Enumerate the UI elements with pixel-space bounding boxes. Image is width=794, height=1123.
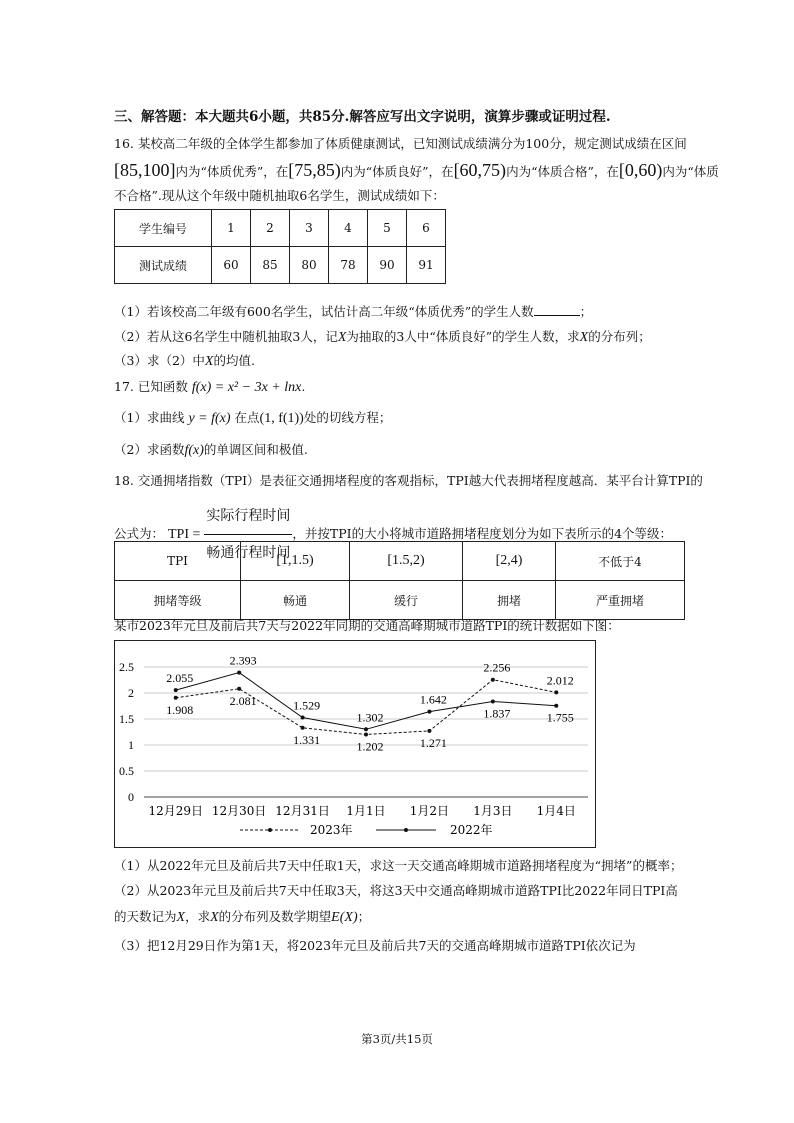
data-point — [301, 726, 305, 730]
table-cell: 4 — [329, 210, 368, 247]
q18-part2-line2 — [114, 908, 370, 927]
q16-line1: 16. 某校高二年级的全体学生都参加了体质健康测试，已知测试成绩满分为100分，规定测试成绩在区间 — [114, 136, 687, 151]
x-tick-label: 12月31日 — [275, 804, 330, 818]
data-point — [237, 687, 241, 691]
q16-text: 内为“体质优秀”，在 — [175, 164, 289, 179]
var-x: X — [176, 910, 186, 925]
interval-good: [75,85) — [288, 160, 341, 180]
x-tick-label: 1月1日 — [346, 804, 386, 818]
data-point — [491, 678, 495, 682]
q17-text: （1）求曲线 — [114, 410, 185, 425]
data-label: 1.529 — [293, 698, 321, 713]
q18-line1: 18. 交通拥堵指数（TPI）是表征交通拥堵程度的客观指标，TPI越大代表拥堵程度越高．某平台计算TPI的 — [114, 473, 703, 488]
fraction-denominator: 畅通行程时间 — [206, 545, 291, 561]
q16-part3 — [114, 352, 255, 371]
data-label: 2.081 — [229, 693, 257, 708]
data-label: 2.012 — [546, 673, 574, 688]
data-label: 2.055 — [166, 671, 194, 686]
q16-part1-end: ； — [579, 304, 593, 319]
q17-text: 的单调区间和极值. — [203, 442, 308, 457]
q18-part3: （3）把12月29日作为第1天，将2023年元旦及前后共7天的交通高峰期城市道路TPI依次记为 — [114, 938, 636, 953]
table-cell: [2,4) — [463, 542, 556, 581]
x-tick-label: 1月2日 — [409, 804, 450, 818]
q16-part1 — [114, 303, 592, 321]
var-x: X — [210, 910, 219, 925]
table-cell: [1.5,2) — [350, 542, 463, 581]
x-tick-label: 12月29日 — [148, 804, 203, 818]
data-point — [301, 715, 305, 719]
q18-text: 公式为： — [114, 526, 165, 541]
q16-text: 内为“体质 — [662, 164, 719, 179]
table-cell: 1 — [212, 210, 251, 247]
interval-excellent: [85,100] — [114, 160, 176, 180]
data-point — [364, 732, 368, 736]
q17-text: （2）求函数 — [114, 442, 185, 457]
data-point — [364, 727, 368, 731]
q18-text: 的天数记为 — [114, 909, 177, 924]
y-tick-label: 0 — [128, 790, 134, 804]
q18-text: 的分布列及数学期望 — [218, 909, 332, 924]
fraction-numerator: 实际行程时间 — [204, 498, 292, 535]
expectation: E(X) — [331, 910, 358, 925]
tpi-line-chart — [114, 640, 596, 848]
x-tick-label: 1月4日 — [536, 804, 576, 818]
q17-point: (1, f(1)) — [259, 411, 304, 426]
data-point — [237, 671, 241, 675]
table-cell: 拥堵 — [463, 581, 556, 620]
interval-pass: [60,75) — [453, 160, 507, 180]
q16-part1-text: （1）若该校高二年级有600名学生，试估计高二年级“体质优秀”的学生人数 — [114, 304, 534, 319]
table-cell: 缓行 — [350, 581, 463, 620]
data-label: 1.837 — [483, 706, 511, 721]
answer-blank — [534, 303, 580, 316]
y-tick-label: 1 — [128, 738, 134, 752]
legend-label-2023: 2023年 — [310, 823, 353, 837]
page-footer: 第3页/共15页 — [361, 1032, 433, 1046]
data-point — [554, 690, 558, 694]
data-point — [174, 688, 178, 692]
table-cell: 2 — [251, 210, 290, 247]
q18-part1: （1）从2022年元旦及前后共7天中任取1天，求这一天交通高峰期城市道路拥堵程度为“拥堵”的概率； — [114, 858, 683, 873]
x-tick-label: 12月30日 — [211, 804, 267, 818]
table-cell: 91 — [407, 247, 446, 284]
q16-part2 — [114, 328, 651, 347]
y-tick-label: 0.5 — [119, 764, 134, 778]
table-cell: 3 — [290, 210, 329, 247]
var-x: X — [337, 330, 347, 345]
table-cell: TPI — [115, 542, 241, 581]
q16-text: 的均值. — [213, 353, 255, 368]
data-point — [427, 710, 431, 714]
q18-part2-line1: （2）从2023年元旦及前后共7天中任取3天，将这3天中交通高峰期城市道路TPI比2022年同日TPI高 — [114, 883, 678, 898]
legend-marker-2022 — [404, 828, 408, 832]
table-cell: [1,1.5) — [241, 542, 350, 581]
score-table — [114, 209, 446, 284]
q16-text: 内为“体质合格”，在 — [506, 164, 619, 179]
q17-function-short: f(x) — [184, 443, 204, 458]
tpi-label: TPI = — [168, 527, 201, 542]
var-x: X — [204, 354, 214, 369]
data-label: 1.908 — [166, 702, 194, 717]
data-point — [554, 704, 558, 708]
table-cell: 畅通 — [241, 581, 350, 620]
table-cell: 90 — [368, 247, 407, 284]
q17-function: f(x) = x² − 3x + lnx — [191, 380, 302, 395]
data-label: 1.271 — [419, 735, 447, 750]
data-label: 2.393 — [229, 653, 257, 668]
tpi-level-table — [114, 541, 685, 620]
data-label: 2.256 — [483, 660, 511, 675]
data-label: 1.331 — [293, 732, 321, 747]
table-cell: 78 — [329, 247, 368, 284]
legend-marker-2023 — [268, 828, 272, 832]
q17-intro: 17. 已知函数 f(x) = x² − 3x + lnx. — [114, 379, 306, 395]
q17-text: 17. 已知函数 — [114, 379, 188, 394]
table-cell: 严重拥堵 — [556, 581, 685, 620]
y-tick-label: 1.5 — [119, 712, 134, 726]
var-x: X — [579, 330, 589, 345]
q18-text: ，求 — [185, 909, 211, 924]
table-row-label: 学生编号 — [115, 210, 212, 247]
q17-part2 — [114, 441, 308, 460]
x-tick-label: 1月3日 — [473, 804, 513, 818]
table-cell: 80 — [290, 247, 329, 284]
section-title: 三、解答题：本大题共6小题，共85分.解答应写出文字说明，演算步骤或证明过程. — [114, 109, 611, 125]
q16-text: 内为“体质良好”，在 — [340, 164, 454, 179]
q16-line2 — [114, 161, 719, 181]
data-label: 1.302 — [356, 710, 384, 725]
table-cell: 拥堵等级 — [115, 581, 241, 620]
table-cell: 不低于4 — [556, 542, 685, 581]
interval-fail: [0,60) — [618, 160, 663, 180]
table-cell: 60 — [212, 247, 251, 284]
data-label: 1.202 — [356, 739, 384, 754]
y-tick-label: 2.5 — [119, 660, 134, 674]
data-point — [427, 729, 431, 733]
q16-line3: 不合格”.现从这个年级中随机抽取6名学生，测试成绩如下： — [114, 188, 445, 203]
legend-label-2022: 2022年 — [450, 823, 493, 837]
data-label: 1.755 — [546, 710, 574, 725]
q16-text: （3）求（2）中 — [114, 353, 205, 368]
data-point — [174, 696, 178, 700]
q16-text: 的分布列； — [588, 329, 651, 344]
table-cell: 6 — [407, 210, 446, 247]
table-cell: 5 — [368, 210, 407, 247]
chart-intro: 某市2023年元旦及前后共7天与2022年同期的交通高峰期城市道路TPI的统计数据如下图： — [114, 618, 620, 633]
data-point — [491, 699, 495, 703]
data-label: 1.642 — [419, 692, 447, 707]
q16-text: （2）若从这6名学生中随机抽取3人，记 — [114, 329, 338, 344]
q17-text: 在点 — [234, 410, 260, 425]
q17-text: 处的切线方程； — [303, 410, 392, 425]
y-tick-label: 2 — [128, 686, 134, 700]
q17-part1 — [114, 409, 391, 428]
table-row-label: 测试成绩 — [115, 247, 212, 284]
table-cell: 85 — [251, 247, 290, 284]
q18-text: ； — [357, 909, 371, 924]
q18-text: ，并按TPI的大小将城市道路拥堵程度划分为如下表所示的4个等级： — [292, 526, 673, 541]
q16-text: 为抽取的3人中“体质良好”的学生人数，求 — [346, 329, 580, 344]
q17-curve: y = f(x) — [188, 411, 231, 426]
